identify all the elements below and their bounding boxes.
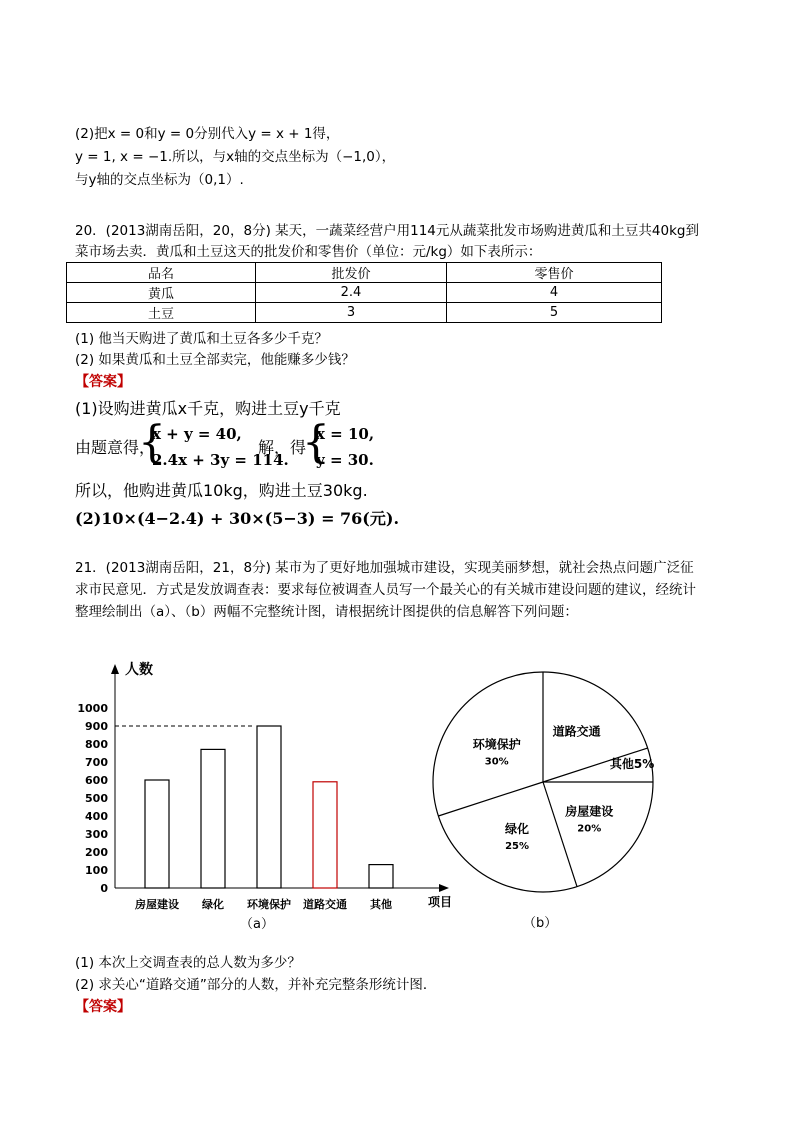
y-tick-label: 400 — [85, 810, 108, 823]
q20-sub-question-2: (2) 如果黄瓜和土豆全部卖完，他能赚多少钱？ — [75, 352, 355, 368]
y-tick-label: 0 — [100, 882, 108, 895]
prev-answer-line-2: y = 1, x = −1.所以，与x轴的交点坐标为（−1,0）， — [75, 149, 396, 165]
bar-chart-axes — [111, 664, 449, 892]
y-tick-label: 300 — [85, 828, 108, 841]
pie-chart-slices — [433, 672, 653, 892]
pie-slice-label: 环境保护 — [472, 737, 521, 752]
bar-chart-categories — [134, 897, 392, 911]
bar-chart-y-ticks — [77, 702, 255, 895]
pie-chart — [425, 660, 665, 940]
y-tick-label: 900 — [85, 720, 108, 733]
prev-answer-line-1: (2)把x = 0和y = 0分别代入y = x + 1得， — [75, 126, 340, 142]
y-tick-label: 600 — [85, 774, 108, 787]
y-tick-label: 1000 — [77, 702, 108, 715]
bar — [257, 726, 281, 888]
q20-answer-line-3: 所以，他购进黄瓜10kg，购进土豆30kg. — [75, 481, 368, 500]
bar — [145, 780, 169, 888]
pie-slice-label: 其他5% — [609, 756, 655, 771]
x-category-label: 道路交通 — [303, 898, 347, 911]
x-category-label: 房屋建设 — [135, 898, 179, 911]
x-category-label: 其他 — [370, 898, 392, 911]
table-cell: 3 — [256, 303, 447, 323]
q20-answer-label: 【答案】 — [75, 374, 131, 390]
table-row — [67, 303, 662, 323]
left-brace-icon: { — [138, 417, 166, 468]
table-cell: 2.4 — [256, 283, 447, 303]
q20-sub-question-1: (1) 他当天购进了黄瓜和土豆各多少千克？ — [75, 331, 328, 347]
y-tick-label: 100 — [85, 864, 108, 877]
bar — [313, 782, 337, 888]
q21-answer-label: 【答案】 — [75, 999, 131, 1015]
pie-slice-percent: 30% — [484, 756, 509, 768]
table-cell: 黄瓜 — [67, 283, 256, 303]
table-cell: 5 — [447, 303, 662, 323]
y-tick-label: 800 — [85, 738, 108, 751]
pie-slice-percent: 25% — [505, 840, 530, 852]
q21-stem-line-2: 求市民意见．方式是发放调查表：要求每位被调查人员写一个最关心的有关城市建设问题的建议，经统计 — [75, 582, 696, 598]
bar-chart-y-label: 人数 — [125, 662, 153, 678]
bar-chart-caption: （a） — [240, 917, 274, 932]
table-header-row — [67, 263, 662, 283]
table-header-cell: 批发价 — [256, 263, 447, 283]
q21-stem-line-1: 21．(2013湖南岳阳，21，8分) 某市为了更好地加强城市建设，实现美丽梦想，就社会热点问题广泛征 — [75, 560, 694, 576]
table-cell: 4 — [447, 283, 662, 303]
bar — [369, 865, 393, 888]
pie-slice-label: 房屋建设 — [565, 804, 614, 819]
pie-chart-caption: （b） — [523, 916, 558, 931]
q20-stem-line-1: 20．(2013湖南岳阳，20，8分) 某天，一蔬菜经营户用114元从蔬菜批发市场购进黄瓜和土豆共40kg到 — [75, 223, 699, 239]
pie-slice-label: 道路交通 — [552, 724, 601, 739]
equation-1: x + y = 40, — [152, 425, 242, 443]
bar — [201, 749, 225, 888]
table-cell: 土豆 — [67, 303, 256, 323]
q20-stem-line-2: 菜市场去卖．黄瓜和土豆这天的批发价和零售价（单位：元/kg）如下表所示： — [75, 244, 542, 260]
equation-2: 2.4x + 3y = 114. — [152, 451, 289, 469]
bar-chart-bars — [145, 726, 393, 888]
x-category-label: 绿化 — [202, 898, 224, 911]
solution-2: y = 30. — [316, 451, 374, 469]
q20-solve-word: 解，得 — [258, 438, 307, 457]
q20-answer-line-1: (1)设购进黄瓜x千克，购进土豆y千克 — [75, 399, 341, 418]
table-row — [67, 283, 662, 303]
table-header-cell: 零售价 — [447, 263, 662, 283]
y-axis-arrow-icon — [111, 664, 119, 674]
pie-slice-label: 绿化 — [505, 821, 530, 836]
q20-answer-line-4: (2)10×(4−2.4) + 30×(5−3) = 76(元). — [75, 509, 400, 528]
q20-answer-prefix: 由题意得， — [75, 438, 156, 457]
y-tick-label: 200 — [85, 846, 108, 859]
q21-sub-question-2: (2) 求关心“道路交通”部分的人数，并补充完整条形统计图． — [75, 977, 437, 993]
bar-chart — [70, 650, 460, 940]
y-tick-label: 700 — [85, 756, 108, 769]
q21-stem-line-3: 整理绘制出（a）、（b）两幅不完整统计图，请根据统计图提供的信息解答下列问题： — [75, 604, 578, 620]
pie-slice-percent: 20% — [577, 823, 602, 835]
solution-1: x = 10, — [316, 425, 375, 443]
y-tick-label: 500 — [85, 792, 108, 805]
bar-chart-x-label: 项目 — [428, 895, 453, 909]
table-header-cell: 品名 — [67, 263, 256, 283]
left-brace-icon: { — [302, 417, 330, 468]
prev-answer-line-3: 与y轴的交点坐标为（0,1）. — [75, 172, 244, 188]
price-table — [66, 262, 662, 323]
x-category-label: 环境保护 — [247, 898, 291, 911]
q21-sub-question-1: (1) 本次上交调查表的总人数为多少？ — [75, 955, 301, 971]
